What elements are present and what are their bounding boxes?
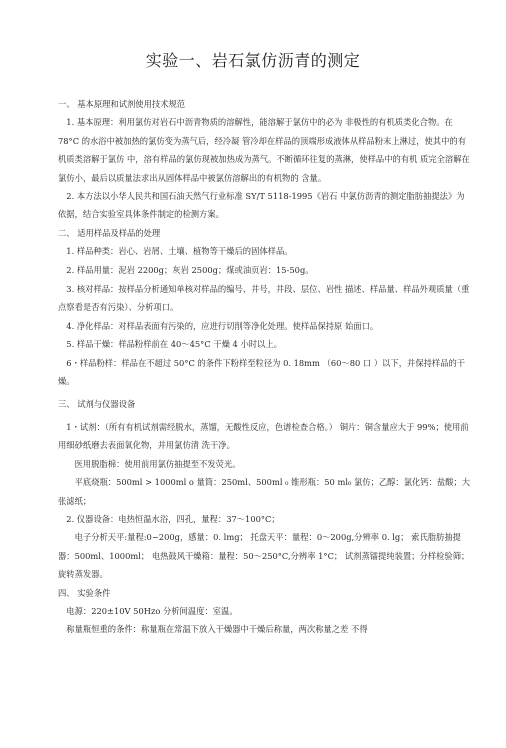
section-heading-2: 二、 适用样品及样品的处理 [58, 227, 161, 238]
paragraph-weighing: 称量瓶恒重的条件：称量瓶在常温下放入干燥器中干燥后称量，两次称量之差 不得 [58, 624, 368, 635]
paragraph-sample-check: 3. 核对样品：按样品分析通知单核对样品的编号、井号，井段、层位、岩性 描述、样品量、样品外观质量（重点察看是否有污染）、分析项口。 [58, 284, 470, 313]
paragraph-glassware: 平底烧瓶：500ml > 1000ml o 量筒：250ml、500ml ₀ 锥形瓶：50 ml₀ 氯仿；乙醇：氯化钙：盐酸；大张滤纸； [58, 477, 471, 506]
paragraph-sample-amount: 2. 样品用量：泥岩 2200g；灰岩 2500g；煤或油页岩：15-50g。 [58, 264, 314, 275]
section-heading-4: 四、 实验条件 [58, 587, 111, 598]
paragraph-cotton: 医用脱脂棉：使用前用氯仿抽提至不发荧光。 [58, 458, 241, 469]
paragraph-principle: 1. 基本原理：利用氯仿对岩石中沥青物质的溶解性，能溶解于氯仿中的必为 非极性的有机质类化合物。在 78°C 的水浴中被加热的氯仿变为蒸气后，经冷凝 管冷却在样品的顶端形成液体从样品粉末上淋过，使其中的有机质类溶解于氯仿 中，溶有样品的氯仿现被加热成为蒸气。不断循环往复的蒸淋，使样品中的有机 质完全溶解在氯仿小，最后以质量法求出从固体样品中被氯仿溶解出的有机物的 含量。 [58, 117, 470, 183]
section-heading-1: 一、 基本原理和试剂使用技术规范 [58, 99, 186, 109]
paragraph-power: 电源：220±10V 50Hzo 分析间温度：室温。 [58, 605, 238, 616]
paragraph-sample-types: 1. 样品种类：岩心、岩屑、土壤、植物等干燥后的固体样品。 [58, 246, 293, 257]
paragraph-standard: 2. 本方法以小华人民共和国石油天然气行业标准 SY/T 5118-1995《岩石 中氯仿沥青的测定脂肪抽提法》为依据，结合实验室具体条件制定的检测方案。 [58, 191, 465, 220]
paragraph-sample-dry: 5. 样品干燥：样品粉样前在 40～45°C 干燥 4 小时以上。 [58, 339, 282, 350]
document-body [58, 95, 472, 639]
paragraph-equipment: 2. 仪器设备：电热恒温水浴，四孔，量程：37～100°C； [58, 513, 280, 524]
paragraph-reagents: 1・试剂：（所有有机试剂需经脱水，蒸馏，无酸性反应，色谱检查合格。） 铜片：铜含量应大于 99%；使用前用细砂纸磨去表面氧化物，并用氯仿清 洗干净。 [58, 421, 469, 451]
page-title: 实验一、岩石氯仿沥青的测定 [145, 51, 361, 70]
paragraph-instruments: 电子分析天平:量程:0~200g，感量：0. lmg； 托盘天平：量程：0～200g,分辨率 0. lg； 索氏脂肪抽提器：500ml、1000ml； 电热鼓风干燥箱：量程：50～250°C,分辨率 1°C； 试剂蒸镭提纯装置；分样检验筛；旋转蒸发器。 [58, 532, 470, 580]
paragraph-sample-grind: 6・样品粉样：样品在不超过 50°C 的条件下粉样至粒径为 0. 18mm （60～80 口 ）以下，并保持样品的干燥。 [58, 357, 466, 387]
paragraph-sample-clean: 4. 净化样品：对样品表面有污染的，应进行切削等净化处理。使样品保持原 始面口。 [58, 320, 379, 331]
section-heading-3: 三、 试剂与仪器设备 [58, 398, 136, 409]
